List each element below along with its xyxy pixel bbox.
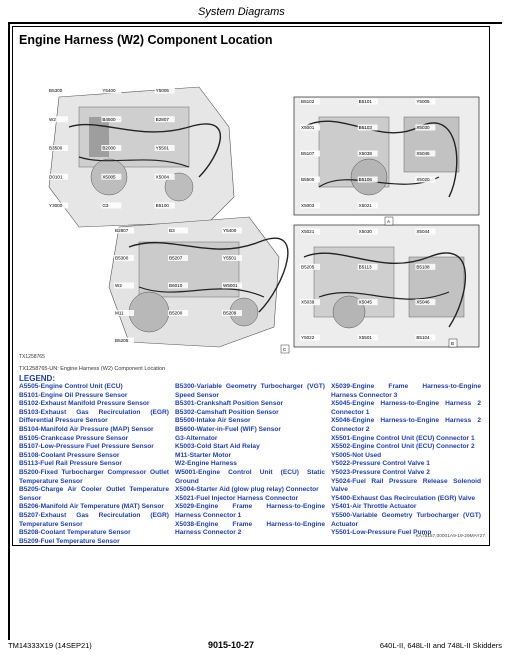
legend-item: B5301-Crankshaft Position Sensor (175, 400, 284, 408)
component-callout-label: W2 (115, 283, 122, 288)
component-callout-label: Y5005 (416, 99, 430, 104)
legend-item: B5107-Low-Pressure Fuel Pressure Sensor (19, 443, 154, 451)
component-callout-label: B2000 (102, 145, 116, 151)
legend-item: B5208-Coolant Temperature Sensor (19, 529, 131, 537)
page-footer (8, 641, 502, 655)
legend-item: Y5023-Pressure Control Valve 2 (331, 468, 430, 476)
engine-view-top-right (294, 97, 479, 215)
legend-item: B5200-Fixed Turbocharger Compressor Outlet Temperature Sensor (19, 468, 169, 485)
callout-c-label: C (283, 347, 287, 352)
legend-item: B5207-Exhaust Gas Recirculation (EGR) Temperature Sensor (19, 511, 169, 528)
legend-item: W2-Engine Harness (175, 460, 237, 468)
component-callout-label: B2807 (115, 228, 129, 233)
engine-view-top-left (49, 87, 234, 227)
component-callout-label: M11 (115, 310, 124, 316)
component-callout-label: B5500 (301, 177, 315, 182)
legend-item: X5501-Engine Control Unit (ECU) Connector 1 (331, 434, 475, 442)
component-callout-label: X5005 (102, 174, 116, 180)
component-callout-label: B6010 (169, 283, 183, 288)
page-header (8, 6, 502, 20)
legend-item: B5206-Manifold Air Temperature (MAT) Sensor (19, 503, 164, 511)
legend-item: B5104-Manifold Air Pressure (MAP) Sensor (19, 425, 154, 433)
component-callout-label: B5209 (223, 310, 237, 316)
legend-item: B5103-Exhaust Gas Recirculation (EGR) Differential Pressure Sensor (19, 408, 169, 425)
component-callout-label: X5004 (155, 174, 169, 180)
component-callout-label: B2807 (155, 116, 169, 122)
legend-item: W5001-Engine Control Unit (ECU) Static Ground (175, 468, 325, 485)
component-callout-label: X5020 (416, 177, 430, 182)
section-title: Engine Harness (W2) Component Location (19, 33, 273, 47)
legend-item: B5600-Water-in-Fuel (WIF) Sensor (175, 425, 281, 433)
component-callout-label: B3500 (49, 145, 63, 151)
component-callout-label: X5046 (416, 299, 430, 305)
callout-c (281, 345, 289, 353)
component-callout-label: X5038 (358, 151, 372, 156)
component-callout-label: X5030 (358, 229, 372, 234)
component-callout-label: X5021 (358, 203, 372, 208)
component-callout-label: Y5501 (155, 145, 169, 151)
component-callout-label: B5108 (416, 264, 430, 270)
legend-item: X5039-Engine Frame Harness-to-Engine Harness Connector 3 (331, 383, 481, 399)
component-callout-label: X5501 (358, 335, 372, 340)
legend-item: Y5500-Variable Geometry Turbocharger (VGT) Actuator (331, 511, 481, 528)
legend-item: B5300-Variable Geometry Turbocharger (VGT) Speed Sensor (175, 383, 325, 399)
component-callout-label: Y5005 (155, 88, 169, 93)
component-callout-label: B5103 (358, 125, 372, 130)
figure-caption: TX1258765-UN: Engine Harness (W2) Component Location (19, 366, 166, 372)
legend-column-2 (175, 383, 325, 538)
component-callout-label: Y3000 (49, 203, 63, 208)
component-callout-label: W5001 (223, 283, 238, 288)
header-title: System Diagrams (198, 6, 285, 18)
component-callout-label: B5102 (301, 99, 315, 104)
left-margin-rule (8, 22, 10, 640)
component-callout-label: D0101 (49, 174, 63, 180)
component-callout-label: B5205 (115, 338, 129, 343)
component-callout-label: G3 (102, 203, 109, 208)
component-callout-label: X5003 (301, 203, 315, 208)
component-callout-label: X5039 (301, 299, 315, 305)
component-callout-label: W2 (49, 116, 56, 122)
component-callout-label: B5100 (155, 203, 169, 208)
component-callout-label: B5300 (49, 88, 63, 93)
component-callout-label: Y5400 (102, 88, 116, 93)
legend-item: Y5501-Low-Pressure Fuel Pump (331, 529, 432, 537)
legend-item: X5021-Fuel Injector Harness Connector (175, 494, 299, 502)
component-callout-label: X5044 (416, 229, 430, 234)
component-callout-label: B4500 (102, 116, 116, 122)
legend-item: B5105-Crankcase Pressure Sensor (19, 434, 129, 442)
legend-item: X5045-Engine Harness-to-Engine Harness 2 Connector 1 (331, 400, 481, 416)
legend-item: X5046-Engine Harness-to-Engine Harness 2 Connector 2 (331, 417, 481, 433)
legend-item: X5502-Engine Control Unit (ECU) Connector 2 (331, 443, 475, 451)
legend-item: B5108-Coolant Pressure Sensor (19, 451, 120, 459)
component-callout-label: B5104 (416, 335, 430, 340)
legend-item: B5102-Exhaust Manifold Pressure Sensor (19, 400, 150, 408)
callout-a-label: A (387, 219, 391, 224)
component-callout-label: B5107 (301, 151, 315, 156)
legend-item: B5500-Intake Air Sensor (175, 417, 251, 425)
legend-reference-id: KA75157,00001A9-19-29MAY27 (415, 534, 485, 539)
legend-column-1 (19, 383, 169, 546)
component-callout-label: Y5400 (223, 228, 237, 233)
legend-item: B5302-Camshaft Position Sensor (175, 408, 279, 416)
header-rule (8, 22, 502, 24)
component-callout-label: B5300 (115, 255, 129, 261)
component-callout-label: X5030 (416, 125, 430, 130)
component-callout-label: Y5501 (223, 255, 237, 261)
legend-item: Y5022-Pressure Control Valve 1 (331, 460, 430, 468)
content-panel (12, 26, 490, 546)
legend-item: Y5401-Air Throttle Actuator (331, 503, 417, 511)
component-callout-label: B5106 (358, 177, 372, 182)
callout-b (449, 339, 457, 347)
legend-item: X5029-Engine Frame Harness-to-Engine Harness Connector 1 (175, 503, 325, 519)
component-callout-label: B3 (169, 228, 175, 233)
legend-item: Y5400-Exhaust Gas Recirculation (EGR) Valve (331, 494, 476, 502)
legend-item: Y5024-Fuel Rail Pressure Release Solenoid Valve (331, 477, 481, 494)
engine-view-bottom-right (294, 225, 479, 347)
legend-item: B5113-Fuel Rail Pressure Sensor (19, 460, 122, 468)
footer-page-number: 9015-10-27 (208, 640, 255, 650)
legend-item: B5209-Fuel Temperature Sensor (19, 537, 120, 545)
callout-b-label: B (451, 341, 455, 346)
component-callout-label: B5207 (169, 255, 183, 261)
engine-harness-figure (19, 57, 485, 357)
engine-view-bottom-left (109, 217, 288, 347)
component-callout-label: Y5022 (301, 335, 315, 340)
legend-item: G3-Alternator (175, 434, 218, 442)
legend-item: B5205-Charge Air Cooler Outlet Temperature Sensor (19, 486, 169, 502)
component-callout-label: X5046 (416, 151, 430, 156)
legend-item: M11-Starter Motor (175, 451, 232, 459)
figure-id: TX1258765 (19, 354, 45, 360)
legend-item: K5003-Cold Start Aid Relay (175, 443, 260, 451)
component-callout-label: B5200 (169, 310, 183, 316)
legend-item: X5038-Engine Frame Harness-to-Engine Harness Connector 2 (175, 520, 325, 537)
legend-title: LEGEND: (19, 374, 55, 383)
legend-item: B5101-Engine Oil Pressure Sensor (19, 391, 128, 399)
legend-item: Y5005-Not Used (331, 451, 382, 459)
component-callout-label: X5001 (301, 125, 315, 130)
footer-manual-id: TM14333X19 (14SEP21) (8, 641, 92, 650)
legend-item: A5505-Engine Control Unit (ECU) (19, 383, 123, 390)
component-callout-label: B5205 (301, 264, 315, 270)
callout-a (385, 217, 393, 225)
component-callout-label: X5045 (358, 299, 372, 305)
legend-item: X5004-Starter Aid (glow plug relay) Connector (175, 486, 319, 494)
footer-machine-models: 640L-II, 648L-II and 748L-II Skidders (379, 641, 502, 650)
component-callout-label: B5101 (358, 99, 372, 104)
component-callout-label: B5113 (358, 264, 372, 270)
component-callout-label: X5021 (301, 229, 315, 234)
legend-column-3 (331, 383, 481, 538)
